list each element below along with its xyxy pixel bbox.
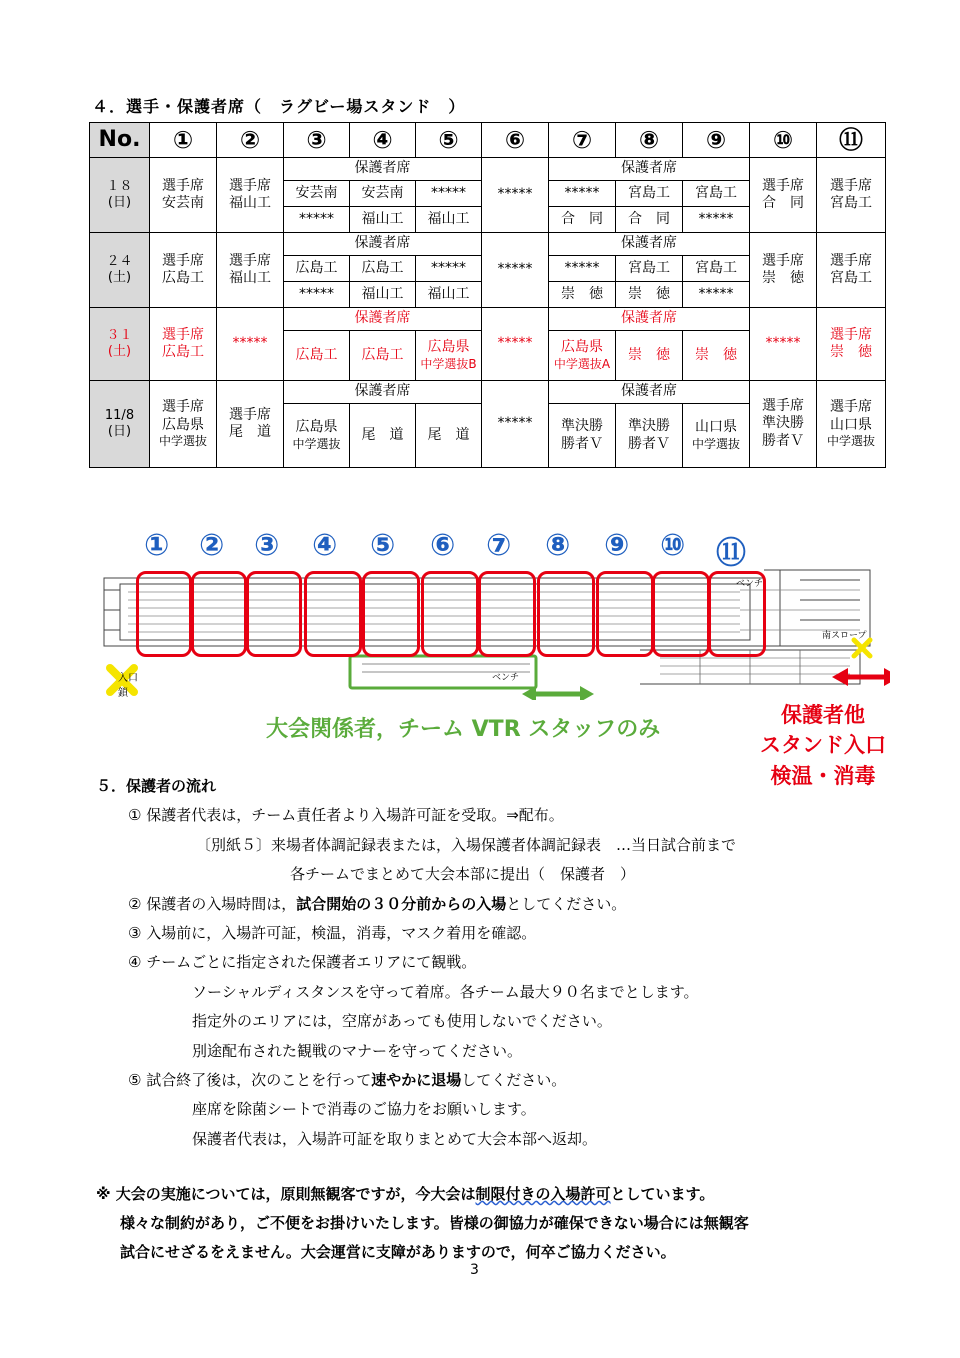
cell-31-4: 広島工 — [350, 331, 416, 381]
cell-31-2: ***** — [217, 308, 284, 381]
cell-31-7: 広島県 中学選抜A — [549, 331, 616, 381]
cell-31-10: ***** — [750, 308, 817, 381]
note-line-1: ※ 大会の実施については，原則無観客ですが，今大会は制限付きの入場許可としています。 — [96, 1185, 715, 1203]
cell-31-11: 選手席 崇 徳 — [817, 308, 886, 381]
cell-118-1: 選手席 広島県 中学選抜 — [150, 381, 217, 468]
seat-area-5 — [362, 571, 420, 657]
cell-31-3: 広島工 — [284, 331, 350, 381]
cell-18-7b: 合 同 — [549, 207, 616, 233]
guardian-24-a: 保護者席 — [284, 233, 482, 256]
cell-24-6: ***** — [482, 233, 549, 308]
day-31: ３１ (土) — [90, 308, 150, 381]
bench-label-2: ベンチ — [736, 579, 764, 589]
flow-item-1a: 〔別紙５〕来場者体調記録表または，入場保護者体調記録表 …当日試合前まで — [196, 835, 737, 854]
day-24: ２４ (土) — [90, 233, 150, 308]
stand-num-3: ③ — [254, 528, 280, 563]
cell-18-9a: 宮島工 — [683, 181, 750, 207]
cell-18-10: 選手席 合 同 — [750, 158, 817, 233]
cell-18-9b: ***** — [683, 207, 750, 233]
col-header-7: ⑦ — [549, 123, 616, 158]
cell-24-3a: 広島工 — [284, 256, 350, 282]
cell-18-5b: 福山工 — [416, 207, 482, 233]
stand-num-7: ⑦ — [486, 528, 512, 563]
flow-item-1: ① 保護者代表は，チーム責任者より入場許可証を受取。⇒配布。 — [128, 806, 564, 825]
cell-31-6: ***** — [482, 308, 549, 381]
cell-31-8: 崇 徳 — [616, 331, 683, 381]
cell-24-1: 選手席 広島工 — [150, 233, 217, 308]
cell-18-1: 選手席 安芸南 — [150, 158, 217, 233]
cell-118-4: 尾 道 — [350, 404, 416, 468]
seat-table — [89, 122, 886, 468]
cell-24-9a: 宮島工 — [683, 256, 750, 282]
cell-24-7a: ***** — [549, 256, 616, 282]
seat-area-6 — [421, 571, 479, 657]
seat-area-3 — [246, 571, 302, 657]
notice-note — [96, 1180, 749, 1267]
section4-title: ４．選手・保護者席（ ラグビー場スタンド ） — [92, 97, 466, 116]
stand-num-4: ④ — [312, 528, 338, 563]
col-header-6: ⑥ — [482, 123, 549, 158]
stand-num-6: ⑥ — [430, 528, 456, 563]
stand-num-1: ① — [144, 528, 170, 563]
guardian-18-a: 保護者席 — [284, 158, 482, 181]
stand-num-11: ⑪ — [716, 536, 746, 571]
cell-18-6: ***** — [482, 158, 549, 233]
stand-num-10: ⑩ — [660, 528, 686, 563]
guardian-24-b: 保護者席 — [549, 233, 750, 256]
seat-area-2 — [191, 571, 247, 657]
guardian-118-a: 保護者席 — [284, 381, 482, 404]
cell-118-8: 準決勝 勝者Ｖ — [616, 404, 683, 468]
south-slope-label: 南スロープ — [822, 631, 867, 641]
cell-18-7a: ***** — [549, 181, 616, 207]
cell-118-7: 準決勝 勝者Ｖ — [549, 404, 616, 468]
cell-18-3a: 安芸南 — [284, 181, 350, 207]
flow-item-4: ④ チームごとに指定された保護者エリアにて観戦。 — [128, 953, 477, 972]
cell-31-1: 選手席 広島工 — [150, 308, 217, 381]
cell-118-9: 山口県 中学選抜 — [683, 404, 750, 468]
seat-area-11 — [708, 571, 766, 657]
cell-24-4b: 福山工 — [350, 282, 416, 308]
note-line-3: 試合にせざるをえません。大会運営に支障がありますので，何卒ご協力ください。 — [120, 1243, 676, 1261]
day-11-8: 11/8 (日) — [90, 381, 150, 468]
guardian-118-b: 保護者席 — [549, 381, 750, 404]
cell-24-7b: 崇 徳 — [549, 282, 616, 308]
bench-label-1: ベンチ — [492, 673, 520, 683]
flow-item-5: ⑤ 試合終了後は，次のことを行って速やかに退場してください。 — [128, 1071, 567, 1090]
col-header-3: ③ — [284, 123, 350, 158]
guardian-entrance-label: 保護者他 スタンド入口 検温・消毒 — [760, 703, 886, 788]
cell-118-10: 選手席 準決勝 勝者Ｖ — [750, 381, 817, 468]
cell-24-3b: ***** — [284, 282, 350, 308]
cell-24-2: 選手席 福山工 — [217, 233, 284, 308]
cell-24-5b: 福山工 — [416, 282, 482, 308]
stand-num-8: ⑧ — [545, 528, 571, 563]
flow-item-1b: 各チームでまとめて大会本部に提出（ 保護者 ） — [290, 865, 636, 884]
cell-24-4a: 広島工 — [350, 256, 416, 282]
flow-item-3: ③ 入場前に，入場許可証，検温，消毒，マスク着用を確認。 — [128, 924, 537, 943]
col-header-11: ⑪ — [817, 123, 886, 158]
cell-24-8a: 宮島工 — [616, 256, 683, 282]
cell-18-4b: 福山工 — [350, 207, 416, 233]
cell-18-5a: ***** — [416, 181, 482, 207]
cell-18-4a: 安芸南 — [350, 181, 416, 207]
flow-item-4c: 別途配布された観戦のマナーを守ってください。 — [192, 1041, 523, 1060]
cell-118-6: ***** — [482, 381, 549, 468]
flow-item-5b: 保護者代表は，入場許可証を取りまとめて大会本部へ返却。 — [192, 1129, 598, 1148]
cell-118-5: 尾 道 — [416, 404, 482, 468]
note-line-2: 様々な制約があり，ご不便をお掛けいたします。皆様の御協力が確保できない場合には無観客 — [120, 1214, 749, 1232]
flow-item-4b: 指定外のエリアには，空席があっても使用しないでください。 — [192, 1012, 612, 1031]
cell-31-9: 崇 徳 — [683, 331, 750, 381]
cell-18-11: 選手席 宮島工 — [817, 158, 886, 233]
cell-24-5a: ***** — [416, 256, 482, 282]
seat-area-7 — [478, 571, 536, 657]
stand-num-2: ② — [199, 528, 225, 563]
seat-area-4 — [304, 571, 362, 657]
guardian-flow-section — [96, 772, 736, 1154]
flow-item-5a: 座席を除菌シートで消毒のご協力をお願いします。 — [192, 1100, 536, 1119]
flow-item-4a: ソーシャルディスタンスを守って着席。各チーム最大９０名までとします。 — [192, 982, 699, 1001]
left-entrance-label: 入口 鎖 — [118, 673, 138, 699]
col-header-4: ④ — [350, 123, 416, 158]
cell-118-11: 選手席 山口県 中学選抜 — [817, 381, 886, 468]
seat-area-8 — [537, 571, 595, 657]
guardian-31-a: 保護者席 — [284, 308, 482, 331]
stand-num-9: ⑨ — [604, 528, 630, 563]
section5-title: ５．保護者の流れ — [96, 777, 217, 795]
stand-num-5: ⑤ — [370, 528, 396, 563]
seat-area-10 — [652, 571, 710, 657]
seat-area-1 — [136, 571, 192, 657]
col-header-5: ⑤ — [416, 123, 482, 158]
col-header-8: ⑧ — [616, 123, 683, 158]
cell-24-11: 選手席 宮島工 — [817, 233, 886, 308]
guardian-18-b: 保護者席 — [549, 158, 750, 181]
cell-31-5: 広島県 中学選抜B — [416, 331, 482, 381]
guardian-31-b: 保護者席 — [549, 308, 750, 331]
flow-item-2: ② 保護者の入場時間は，試合開始の３０分前からの入場としてください。 — [128, 894, 627, 913]
no-header: No. — [90, 123, 150, 158]
col-header-9: ⑨ — [683, 123, 750, 158]
cell-18-3b: ***** — [284, 207, 350, 233]
col-header-1: ① — [150, 123, 217, 158]
col-header-10: ⑩ — [750, 123, 817, 158]
col-header-2: ② — [217, 123, 284, 158]
staff-only-label: 大会関係者，チーム VTR スタッフのみ — [266, 717, 661, 742]
cell-118-3: 広島県 中学選抜 — [284, 404, 350, 468]
cell-24-10: 選手席 崇 徳 — [750, 233, 817, 308]
page-number: 3 — [470, 1262, 479, 1278]
cell-118-2: 選手席 尾 道 — [217, 381, 284, 468]
cell-18-2: 選手席 福山工 — [217, 158, 284, 233]
cell-24-8b: 崇 徳 — [616, 282, 683, 308]
day-18: １８ (日) — [90, 158, 150, 233]
cell-24-9b: ***** — [683, 282, 750, 308]
cell-18-8a: 宮島工 — [616, 181, 683, 207]
cell-18-8b: 合 同 — [616, 207, 683, 233]
seat-area-9 — [596, 571, 654, 657]
